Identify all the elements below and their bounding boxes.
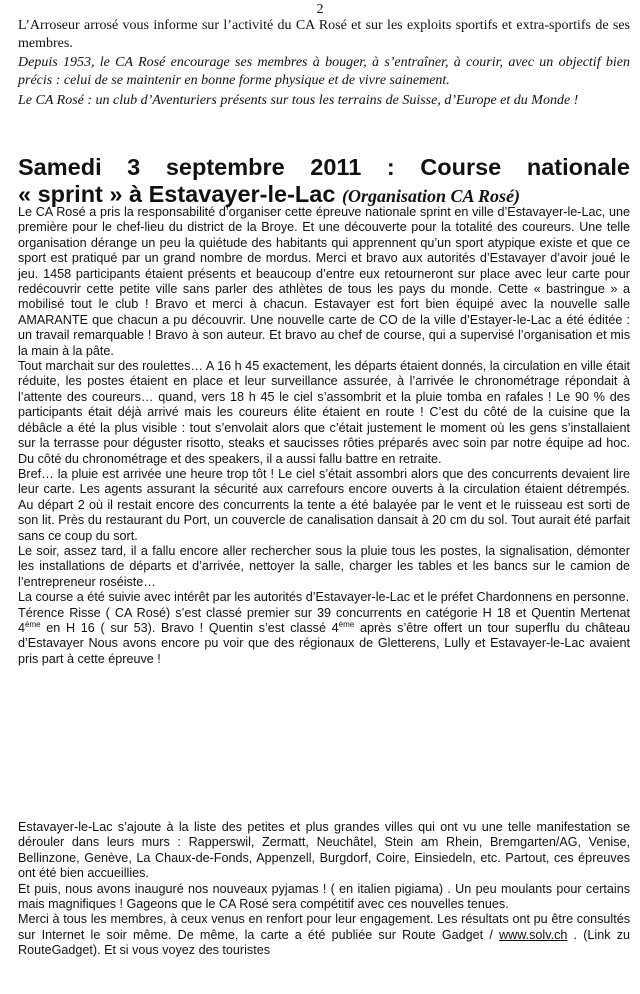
- final-text: Merci à tous les membres, à ceux venus en renfort pour leur engagement. Les résultats ont pu être consultés sur Internet le soir même. De même, la carte a été publiée sur Route Gadget /: [18, 912, 630, 942]
- results-text: Térence Risse ( CA Rosé) s’est classé premier sur 39 concurrents en catégorie H 18 et Quentin Mertenat 4: [18, 605, 630, 635]
- final-paragraph: [18, 912, 630, 958]
- ordinal-suffix: ème: [338, 619, 355, 629]
- paragraph: Estavayer-le-Lac s’ajoute à la liste des petites et plus grandes villes qui ont vu une telle manifestation se dérouler dans leurs murs : Rapperswil, Zermatt, Neuchâtel, Stein am Rhein, Bremgarten/AG, Venise, Bellinzone, Genève, La Chaux-de-Fonds, Appenzell, Burgdorf, Coire, Einsiedeln, etc. Partout, ces épreuves ont été bien accueillies.: [18, 820, 630, 881]
- paragraph: Le CA Rosé a pris la responsabilité d’organiser cette épreuve nationale sprint en ville d’Estavayer-le-Lac, une première pour le chef-lieu du district de la Broye. Et une découverte pour la totalité des coureurs. Une telle organisation dérange un peu la quiétude des habitants qui apprennent qu’un sport atypique existe et que ce sport est pratiqué par un grand nombre de mordus. Merci et bravo aux autorités d’Estavayer d’avoir joué le jeu. 1458 participants étaient présents et beaucoup d’entre eux retourneront sur place avec leur carte pour redécouvrir cette petite ville sans parler des athlètes de tous les pays du monde. Cette « bastringue » a mobilisé tout le club ! Bravo et merci à chacun. Estavayer est fort bien équipé avec la nouvelle salle AMARANTE que chacun a pu découvrir. Une nouvelle carte de CO de la ville d’Estayer-le-Lac a été éditée : un travail remarquable ! Bravo à son auteur. Et bravo au chef de course, qui a supervisé l’organisation et mis la main à la pâte.: [18, 205, 630, 358]
- ordinal-suffix: ème: [25, 619, 41, 629]
- results-text: en H 16 ( sur 53). Bravo ! Quentin s’est classé 4: [40, 620, 339, 635]
- paragraph: Et puis, nous avons inauguré nos nouveaux pyjamas ! ( en italien pigiama) . Un peu moulants pour certains mais magnifiques ! Gageons que le CA Rosé sera compétitif avec ces nouvelles tenues.: [18, 881, 630, 912]
- article-closing: [18, 820, 630, 959]
- results-paragraph: [18, 606, 630, 668]
- intro-line: L’Arroseur arrosé vous informe sur l’activité du CA Rosé et sur les exploits sportifs et extra-sportifs de ses membres.: [18, 18, 630, 51]
- final-text: . (Link zu RouteGadget). Et si vous voyez des touristes: [18, 927, 630, 958]
- paragraph: Bref… la pluie est arrivée une heure trop tôt ! Le ciel s’était assombri alors que des concurrents devaient lire leur carte. Les agents assurant la sécurité aux carrefours encore ouverts à la circulation étaient détrempés. Au départ 2 où il restait encore des concurrents la tente a été balayée par le vent et le ruisseau est sorti de son lit. Près du restaurant du Port, un couvercle de canalisation dansait à 20 cm du sol. Tout aurait été parfait sans ce coup du sort.: [18, 466, 630, 543]
- intro-motto: Depuis 1953, le CA Rosé encourage ses membres à bouger, à s’entraîner, à courir, avec un objectif bien précis : celui de se maintenir en bonne forme physique et de vivre sainement.: [18, 55, 630, 88]
- page-number: 2: [316, 2, 324, 17]
- solv-link[interactable]: www.solv.ch: [499, 927, 568, 942]
- article-body: [18, 205, 630, 667]
- paragraph: La course a été suivie avec intérêt par les autorités d’Estavayer-le-Lac et le préfet Chardonnens en personne.: [18, 590, 630, 605]
- intro-slogan: Le CA Rosé : un club d’Aventuriers présents sur tous les terrains de Suisse, d’Europe et du Monde !: [18, 93, 579, 108]
- article-organizer: (Organisation CA Rosé): [341, 186, 520, 206]
- article-title-line2: « sprint » à Estavayer-le-Lac: [18, 181, 336, 207]
- paragraph: Tout marchait sur des roulettes… A 16 h 45 exactement, les départs étaient donnés, la circulation en ville était réduite, les postes étaient en place et leur surveillance assurée, à l’arrivée le chronométrage répondait à l’attente des coureurs… quand, vers 18 h 45 le ciel s’assombrit et la pluie tomba en rafales ! Le 90 % des participants était déjà arrivé mais les coureurs élite étaient en route ! C’est du côté de la cuisine que la débâcle a été la plus visible : tout s’envolait alors que c’était justement le moment où les gens s’installaient sur la terrasse pour déguster risotto, steaks et saucisses rôties préparés avec soin par notre équipe ad hoc. Du côté du chronométrage et des speakers, il a aussi fallu battre en retraite.: [18, 359, 630, 466]
- paragraph: Le soir, assez tard, il a fallu encore aller rechercher sous la pluie tous les postes, la signalisation, démonter les installations de départs et d’arrivée, nettoyer la salle, charger les tables et les bancs sur le camion de l’entrepreneur roséiste…: [18, 543, 630, 589]
- results-text: après s’être offert un tour superflu du château d’Estavayer Nous avons encore pu voir que des régionaux de Gletterens, Lully et Estavayer-le-Lac avaient pris part à cette épreuve !: [18, 620, 630, 666]
- article-title: Samedi 3 septembre 2011 : Course nationale: [18, 154, 630, 180]
